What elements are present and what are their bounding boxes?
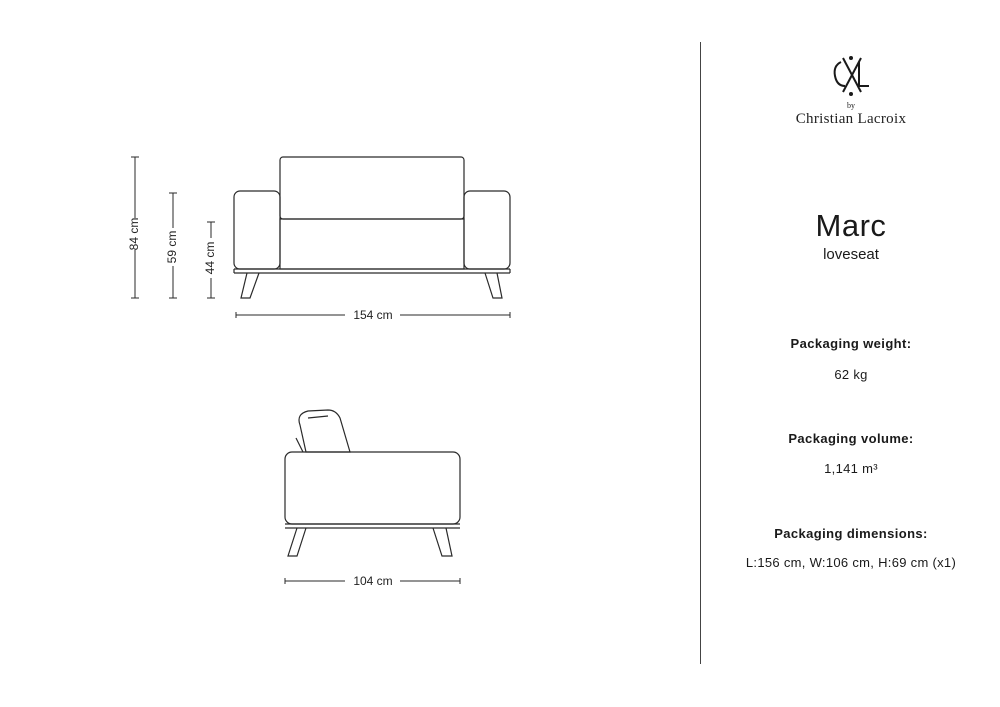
packaging-weight-label: Packaging weight: bbox=[790, 336, 912, 351]
dim-width: 154 cm bbox=[353, 308, 393, 322]
packaging-volume-label: Packaging volume: bbox=[788, 431, 914, 446]
packaging-weight-value: 62 kg bbox=[834, 367, 868, 382]
dim-height-seat: 44 cm bbox=[203, 241, 218, 275]
packaging-dimensions-label: Packaging dimensions: bbox=[774, 526, 928, 541]
product-name: Marc bbox=[815, 208, 887, 243]
vertical-divider bbox=[700, 42, 701, 664]
product-type: loveseat bbox=[823, 246, 879, 263]
info-panel bbox=[702, 0, 1000, 707]
logo-by: by bbox=[847, 101, 855, 110]
front-view-sofa bbox=[234, 157, 510, 298]
dim-depth: 104 cm bbox=[353, 574, 393, 588]
packaging-volume-value: 1,141 m³ bbox=[824, 461, 878, 476]
packaging-dimensions-value: L:156 cm, W:106 cm, H:69 cm (x1) bbox=[745, 555, 957, 570]
dim-height-total: 84 cm bbox=[127, 217, 142, 251]
cxl-monogram-icon bbox=[829, 52, 873, 98]
dim-height-back: 59 cm bbox=[165, 230, 180, 264]
side-view-sofa bbox=[285, 410, 460, 556]
logo-brand-name: Christian Lacroix bbox=[795, 111, 907, 127]
brand-logo bbox=[702, 52, 1000, 128]
